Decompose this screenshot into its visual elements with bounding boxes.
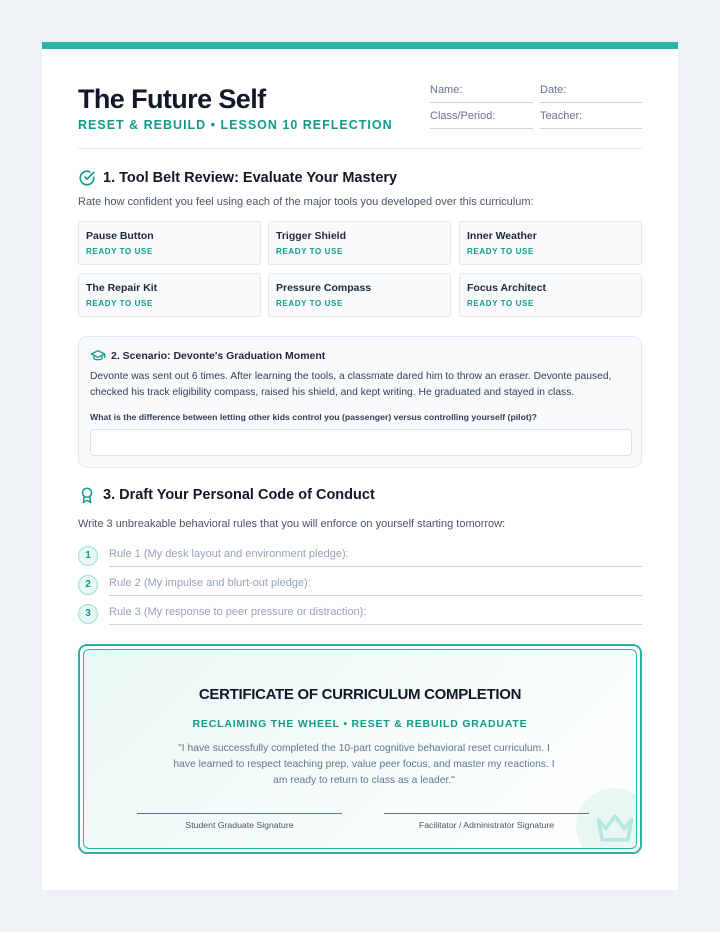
name-label: Name:	[430, 84, 463, 96]
scenario-answer-input[interactable]	[90, 429, 632, 456]
rule-number-badge: 2	[78, 575, 98, 595]
crown-icon	[593, 805, 637, 849]
rule-2-input[interactable]: Rule 2 (My impulse and blurt-out pledge):	[109, 577, 642, 596]
tool-card[interactable]	[268, 273, 451, 317]
tool-name: Focus Architect	[467, 282, 546, 294]
section2-title: 2. Scenario: Devonte's Graduation Moment	[111, 350, 326, 362]
section1-heading	[78, 169, 397, 187]
graduation-cap-icon	[90, 348, 106, 364]
section3-heading	[78, 486, 375, 504]
name-field[interactable]	[430, 84, 533, 103]
tool-card[interactable]	[459, 221, 642, 265]
award-ribbon-icon	[78, 486, 96, 504]
facilitator-signature-label: Facilitator / Administrator Signature	[418, 820, 555, 830]
section1-description: Rate how confident you feel using each of the major tools you developed over this curriculum:	[78, 196, 534, 208]
tool-status: READY TO USE	[467, 247, 534, 256]
scenario-box	[78, 336, 642, 468]
section1-title: 1. Tool Belt Review: Evaluate Your Mastery	[103, 170, 398, 186]
tool-status: READY TO USE	[276, 247, 343, 256]
facilitator-signature-line[interactable]	[384, 813, 589, 814]
tool-name: Pressure Compass	[276, 282, 372, 294]
date-field[interactable]	[540, 84, 642, 103]
student-signature-label: Student Graduate Signature	[185, 820, 294, 830]
tool-card[interactable]	[78, 221, 261, 265]
page-subtitle: RESET & REBUILD • LESSON 10 REFLECTION	[78, 118, 393, 132]
section3-description: Write 3 unbreakable behavioral rules that you will enforce on yourself starting tomorrow:	[78, 518, 506, 530]
section3-title: 3. Draft Your Personal Code of Conduct	[103, 487, 375, 503]
certificate-subtitle: RECLAIMING THE WHEEL • RESET & REBUILD GRADUATE	[192, 718, 528, 730]
rule-3-input[interactable]: Rule 3 (My response to peer pressure or distraction):	[109, 606, 642, 625]
tool-name: Pause Button	[86, 230, 154, 242]
scenario-text: Devonte was sent out 6 times. After learning the tools, a classmate dared him to throw an eraser. Devonte paused, checked his track eligibility compass, raised his shield, and kept writing. He graduated and stayed in class.	[90, 371, 612, 398]
date-label: Date:	[540, 84, 567, 96]
student-signature-line[interactable]	[137, 813, 342, 814]
tool-name: The Repair Kit	[86, 282, 158, 294]
tool-status: READY TO USE	[86, 247, 153, 256]
header-divider	[78, 148, 642, 149]
tool-status: READY TO USE	[276, 299, 343, 308]
tool-card[interactable]	[268, 221, 451, 265]
class-period-field[interactable]	[430, 110, 533, 129]
tool-status: READY TO USE	[467, 299, 534, 308]
section2-heading	[90, 348, 325, 364]
certificate-title: CERTIFICATE OF CURRICULUM COMPLETION	[198, 686, 522, 703]
certificate-pledge: "I have successfully completed the 10-part cognitive behavioral reset curriculum. I have learned to respect teaching prep, value peer focus, and master my reactions. I am ready to return to class as a leader."	[173, 743, 555, 786]
class-period-label: Class/Period:	[430, 110, 496, 122]
certificate-box	[78, 644, 642, 854]
tool-card[interactable]	[459, 273, 642, 317]
teacher-label: Teacher:	[540, 110, 583, 122]
teacher-field[interactable]	[540, 110, 642, 129]
rule-number-badge: 3	[78, 604, 98, 624]
certificate-inner	[83, 649, 637, 849]
worksheet-page	[42, 42, 678, 890]
check-circle-icon	[78, 169, 96, 187]
accent-top-bar	[42, 42, 678, 49]
tool-name: Inner Weather	[467, 230, 537, 242]
page-title: The Future Self	[78, 84, 266, 114]
tool-name: Trigger Shield	[276, 230, 347, 242]
rule-1-input[interactable]: Rule 1 (My desk layout and environment pledge):	[109, 548, 642, 567]
tool-card[interactable]	[78, 273, 261, 317]
scenario-question: What is the difference between letting other kids control you (passenger) versus controlling yourself (pilot)?	[90, 412, 537, 422]
tool-status: READY TO USE	[86, 299, 153, 308]
rule-number-badge: 1	[78, 546, 98, 566]
